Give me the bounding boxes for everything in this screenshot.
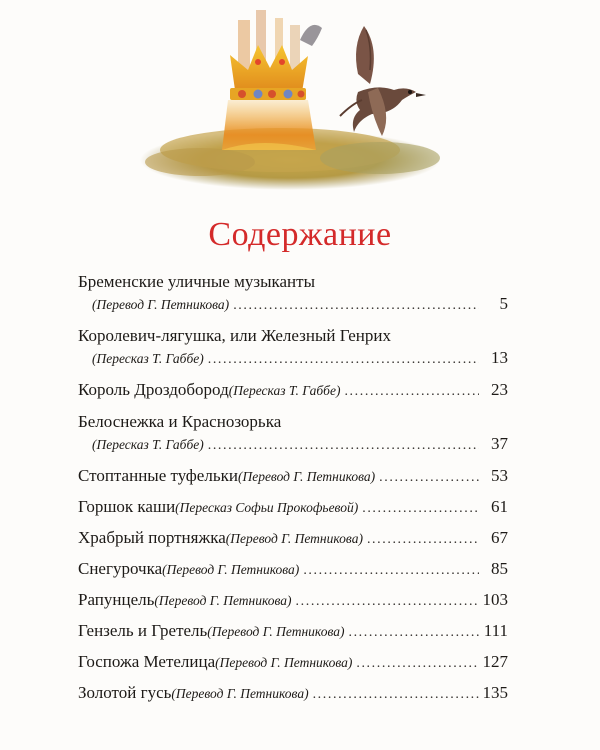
toc-entry[interactable]: [78, 326, 508, 368]
entry-note: (Перевод Г. Петникова): [215, 655, 353, 670]
page-number: 111: [483, 621, 508, 640]
page-number: 23: [491, 380, 508, 399]
page-number: 53: [491, 466, 508, 485]
entry-note: (Перевод Г. Петникова): [92, 297, 230, 312]
leader-dots: [367, 532, 479, 548]
entry-note: (Перевод Г. Петникова): [154, 593, 292, 608]
page-number: 5: [499, 294, 508, 313]
toc-entry[interactable]: [78, 683, 508, 703]
entry-title: Стоптанные туфельки: [78, 466, 238, 485]
toc-entry[interactable]: [78, 412, 508, 454]
entry-note: (Перевод Г. Петникова): [225, 531, 363, 546]
leader-dots: [348, 625, 479, 641]
leader-dots: [379, 470, 479, 486]
entry-title: Храбрый портняжка: [78, 528, 226, 547]
leader-dots: [296, 594, 479, 610]
leader-dots: [362, 501, 479, 517]
entry-title: Король Дроздобород: [78, 380, 229, 399]
leader-dots: [313, 687, 479, 703]
entry-note: (Перевод Г. Петникова): [207, 624, 345, 639]
page-number: 13: [491, 348, 508, 367]
entry-title: Гензель и Гретель: [78, 621, 208, 640]
toc-entry[interactable]: [78, 380, 508, 400]
page-number: 127: [482, 652, 508, 671]
page-number: 67: [491, 528, 508, 547]
illustration: [130, 0, 450, 200]
leader-dots: [344, 384, 479, 400]
leader-dots: [303, 563, 479, 579]
entry-title: Бременские уличные музыканты: [78, 272, 315, 291]
leader-dots: [208, 438, 479, 454]
toc-entry[interactable]: [78, 272, 508, 314]
toc-entry[interactable]: [78, 559, 508, 579]
table-of-contents: [78, 272, 508, 703]
entry-title: Снегурочка: [78, 559, 163, 578]
entry-note: (Перевод Г. Петникова): [171, 686, 309, 701]
page-number: 37: [491, 434, 508, 453]
toc-entry[interactable]: [78, 528, 508, 548]
leader-dots: [233, 298, 479, 314]
page-number: 61: [491, 497, 508, 516]
toc-entry[interactable]: [78, 497, 508, 517]
entry-title: Горшок каши: [78, 497, 176, 516]
entry-title: Королевич-лягушка, или Железный Генрих: [78, 326, 391, 345]
leader-dots: [208, 352, 479, 368]
toc-entry[interactable]: [78, 621, 508, 641]
entry-title: Рапунцель: [78, 590, 155, 609]
entry-title: Белоснежка и Краснозорька: [78, 412, 282, 431]
entry-title: Госпожа Метелица: [78, 652, 216, 671]
page-number: 85: [491, 559, 508, 578]
crown-icon: [222, 10, 322, 150]
entry-note: (Пересказ Т. Габбе): [92, 437, 204, 452]
bird-icon: [340, 26, 426, 136]
toc-entry[interactable]: [78, 466, 508, 486]
toc-entry[interactable]: [78, 652, 508, 672]
entry-note: (Пересказ Софьи Прокофьевой): [175, 500, 359, 515]
entry-note: (Пересказ Т. Габбе): [92, 351, 204, 366]
entry-title: Золотой гусь: [78, 683, 172, 702]
entry-note: (Пересказ Т. Габбе): [228, 383, 341, 398]
page-title: Содержание: [208, 216, 392, 253]
page-number: 135: [482, 683, 508, 702]
leader-dots: [356, 656, 479, 672]
entry-note: (Перевод Г. Петникова): [237, 469, 376, 484]
toc-entry[interactable]: [78, 590, 508, 610]
entry-note: (Перевод Г. Петникова): [162, 562, 300, 577]
page-number: 103: [482, 590, 508, 609]
